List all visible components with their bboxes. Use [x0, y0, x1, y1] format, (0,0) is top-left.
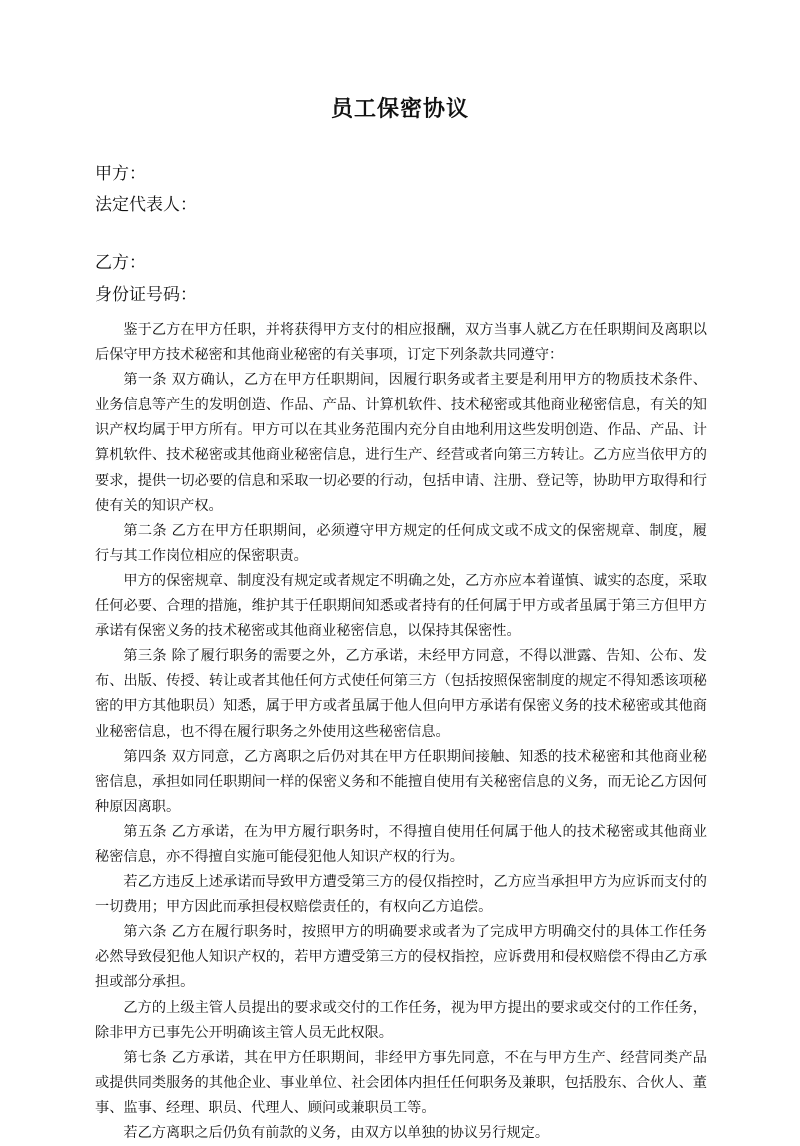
agreement-body	[95, 318, 707, 1146]
id-number-label: 身份证号码：	[95, 285, 197, 305]
article-3-paragraph: 第三条 除了履行职务的需要之外，乙方承诺，未经甲方同意，不得以泄露、告知、公布、发布、出版、传授、转让或者其他任何方式使任何第三方（包括按照保密制度的规定不得知悉该项秘密的甲方其他职员）知悉，属于甲方或者虽属于他人但向甲方承诺有保密义务的技术秘密或其他商业秘密信息，也不得在履行职务之外使用这些秘密信息。	[95, 648, 707, 740]
article-5-supplement-paragraph: 若乙方违反上述承诺而导致甲方遭受第三方的侵仅指控时，乙方应当承担甲方为应诉而支付的一切费用；甲方因此而承担侵权赔偿责任的，有权向乙方追偿。	[95, 874, 707, 916]
article-6-supplement-paragraph: 乙方的上级主管人员提出的要求或交付的工作任务，视为甲方提出的要求或交付的工作任务，除非甲方已事先公开明确该主管人员无此权限。	[95, 999, 707, 1041]
article-6-paragraph: 第六条 乙方在履行职务时，按照甲方的明确要求或者为了完成甲方明确交付的具体工作任务必然导致侵犯他人知识产权的，若甲方遭受第三方的侵权指控，应诉费用和侵权赔偿不得由乙方承担或部分承担。	[95, 924, 707, 991]
party-a-label: 甲方：	[95, 164, 146, 184]
article-1-paragraph: 第一条 双方确认，乙方在甲方任职期间，因履行职务或者主要是利用甲方的物质技术条件、业务信息等产生的发明创造、作品、产品、计算机软件、技术秘密或其他商业秘密信息，有关的知识产权均属于甲方所有。甲方可以在其业务范围内充分自由地利用这些发明创造、作品、产品、计算机软件、技术秘密或其他商业秘密信息，进行生产、经营或者向第三方转让。乙方应当依甲方的要求，提供一切必要的信息和采取一切必要的行动，包括申请、注册、登记等，协助甲方取得和行使有关的知识产权。	[95, 372, 707, 514]
article-7-supplement-paragraph: 若乙方离职之后仍负有前款的义务，由双方以单独的协议另行规定。	[123, 1125, 550, 1141]
party-b-label: 乙方：	[95, 253, 146, 273]
article-2-paragraph: 第二条 乙方在甲方任职期间，必须遵守甲方规定的任何成文或不成文的保密规章、制度，履行与其工作岗位相应的保密职责。	[95, 522, 707, 564]
article-5-paragraph: 第五条 乙方承诺，在为甲方履行职务时，不得擅自使用任何属于他人的技术秘密或其他商业秘密信息，亦不得擅自实施可能侵犯他人知识产权的行为。	[95, 823, 707, 865]
document-title: 员工保密协议	[330, 96, 469, 122]
article-7-paragraph: 第七条 乙方承诺，其在甲方任职期间，非经甲方事先同意，不在与甲方生产、经营同类产品或提供同类服务的其他企业、事业单位、社会团体内担任任何职务及兼职，包括股东、合伙人、董事、监事、经理、职员、代理人、顾问或兼职员工等。	[95, 1049, 707, 1116]
legal-representative-label: 法定代表人：	[95, 195, 197, 215]
preamble-paragraph: 鉴于乙方在甲方任职，并将获得甲方支付的相应报酬，双方当事人就乙方在任职期间及离职以后保守甲方技术秘密和其他商业秘密的有关事项，订定下列条款共同遵守：	[95, 322, 707, 364]
article-2-supplement-paragraph: 甲方的保密规章、制度没有规定或者规定不明确之处，乙方亦应本着谨慎、诚实的态度，采取任何必要、合理的措施，维护其于任职期间知悉或者持有的任何属于甲方或者虽属于第三方但甲方承诺有保密义务的技术秘密或其他商业秘密信息，以保持其保密性。	[95, 572, 707, 640]
article-4-paragraph: 第四条 双方同意，乙方离职之后仍对其在甲方任职期间接触、知悉的技术秘密和其他商业秘密信息，承担如同任职期间一样的保密义务和不能擅自使用有关秘密信息的义务，而无论乙方因何种原因离职。	[95, 748, 707, 815]
